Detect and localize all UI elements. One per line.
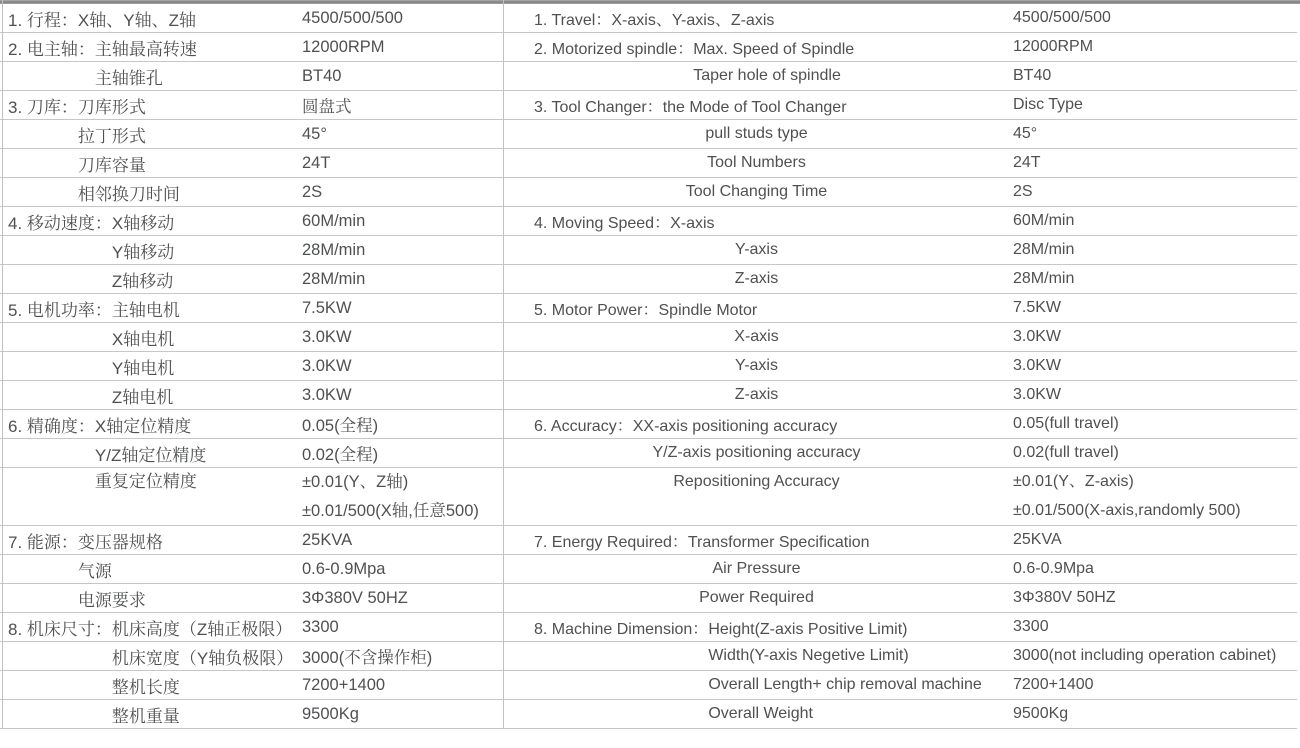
zh-value-cell-line: ±0.01/500(X轴,任意500) (302, 501, 479, 520)
spec-label-en: Tool Numbers (707, 154, 806, 171)
en-value-cell: 3.0KW (1013, 386, 1062, 403)
zh-value-cell: 28M/min (302, 269, 366, 288)
en-value-cell: 7.5KW (1013, 299, 1062, 316)
spec-row (0, 33, 1297, 62)
spec-label-zh: X轴、Y轴、Z轴 (77, 10, 196, 30)
en-label-cell (503, 94, 1010, 117)
spec-label-zh: X轴移动 (111, 213, 175, 233)
spec-label-en: Tool Changing Time (685, 183, 828, 200)
zh-label-cell (0, 702, 298, 727)
spec-label-zh: 主轴电机 (111, 300, 180, 320)
spec-label-zh: 主轴最高转速 (94, 39, 197, 59)
section-heading-en: 3. Tool Changer： (534, 98, 663, 116)
zh-value-cell: 0.6-0.9Mpa (302, 559, 386, 578)
en-value-cell: 0.6-0.9Mpa (1013, 560, 1094, 577)
zh-label-cell (0, 615, 298, 640)
spec-label-en: Z-axis (734, 386, 779, 403)
section-heading-zh: 1. 行程： (8, 10, 78, 30)
spec-label-en: Width(Y-axis Negetive Limit) (708, 647, 909, 664)
section-heading-zh: 3. 刀库： (8, 97, 78, 117)
en-label-cell (503, 36, 1010, 59)
spec-label-zh: 气源 (77, 561, 112, 581)
section-heading-en: 5. Motor Power： (534, 301, 659, 319)
spec-row (0, 381, 1297, 410)
spec-row (0, 294, 1297, 323)
zh-value-cell-line: ±0.01(Y、Z轴) (302, 473, 409, 491)
spec-table (0, 4, 1300, 729)
spec-label-zh: 刀库形式 (77, 97, 146, 117)
zh-label-cell (0, 586, 298, 611)
spec-label-en: Overall Length+ chip removal machine (708, 676, 982, 693)
spec-row (0, 323, 1297, 352)
section-heading-en: 8. Machine Dimension： (534, 620, 709, 638)
zh-label-cell (0, 209, 298, 234)
spec-label-en: Repositioning Accuracy (673, 473, 840, 490)
en-label-cell (503, 529, 1010, 552)
zh-value-cell: 24T (302, 153, 331, 172)
spec-label-en: the Mode of Tool Changer (662, 98, 847, 116)
en-value-cell: 24T (1013, 154, 1041, 171)
en-label-cell (503, 270, 1010, 288)
zh-label-cell (0, 412, 298, 437)
en-label-cell (503, 589, 1010, 607)
en-value-cell: 28M/min (1013, 270, 1075, 287)
spec-label-zh: 机床宽度（Y轴负极限） (111, 648, 294, 668)
spec-label-en: X-axis (734, 328, 779, 345)
section-heading-en: 4. Moving Speed： (534, 214, 671, 232)
zh-label-cell (0, 151, 298, 176)
zh-value-cell: 3.0KW (302, 356, 352, 375)
en-label-cell (503, 125, 1010, 143)
spec-row (0, 265, 1297, 294)
spec-row (0, 207, 1297, 236)
zh-label-cell (0, 354, 298, 379)
en-label-cell (503, 413, 1010, 436)
zh-label-cell (0, 238, 298, 263)
spec-row (0, 468, 1297, 526)
spec-label-zh: 变压器规格 (77, 532, 163, 552)
spec-label-zh: 电源要求 (77, 590, 146, 610)
spec-label-zh: 主轴锥孔 (94, 68, 163, 88)
en-value-cell: 3.0KW (1013, 357, 1062, 374)
zh-label-cell (0, 325, 298, 350)
section-heading-zh: 2. 电主轴： (8, 39, 95, 59)
en-value-cell: 3.0KW (1013, 328, 1062, 345)
zh-value-cell: 60M/min (302, 211, 366, 230)
spec-label-en: Y/Z-axis positioning accuracy (652, 444, 861, 461)
en-value-cell-line: ±0.01/500(X-axis,randomly 500) (1013, 501, 1241, 519)
spec-label-zh: Y轴电机 (111, 358, 175, 378)
spec-label-en: Transformer Specification (687, 533, 870, 551)
zh-label-cell (0, 644, 298, 669)
spec-label-zh: Z轴移动 (111, 271, 174, 291)
zh-label-cell (0, 6, 298, 31)
en-value-cell: 7200+1400 (1013, 676, 1094, 693)
spec-label-zh: 相邻换刀时间 (77, 184, 180, 204)
zh-label-cell (0, 528, 298, 553)
spec-label-zh: Y轴移动 (111, 242, 175, 262)
spec-label-en: Taper hole of spindle (693, 67, 841, 84)
spec-label-en: Power Required (699, 589, 814, 606)
spec-label-zh: Z轴电机 (111, 387, 174, 407)
spec-label-zh: 拉丁形式 (77, 126, 146, 146)
spec-label-zh: X轴定位精度 (94, 416, 192, 436)
zh-label-cell (0, 64, 298, 89)
section-heading-zh: 4. 移动速度： (8, 213, 112, 233)
zh-value-cell: 0.05(全程) (302, 417, 379, 435)
section-heading-zh: 7. 能源： (8, 532, 78, 552)
spec-label-en: Height(Z-axis Positive Limit) (708, 620, 908, 638)
spec-row (0, 642, 1297, 671)
en-value-cell-line: ±0.01(Y、Z-axis) (1013, 473, 1134, 490)
spec-row (0, 120, 1297, 149)
zh-label-cell (0, 122, 298, 147)
spec-label-en: Spindle Motor (658, 301, 758, 319)
spec-label-zh: 整机长度 (111, 677, 180, 697)
zh-value-cell: 4500/500/500 (302, 8, 403, 27)
en-value-cell: Disc Type (1013, 96, 1083, 113)
en-value-cell: 0.02(full travel) (1013, 444, 1119, 461)
zh-label-cell (0, 557, 298, 582)
en-value-cell: 25KVA (1013, 531, 1062, 548)
zh-value-cell: 圆盘式 (302, 98, 352, 116)
zh-label-cell (0, 441, 298, 466)
en-value-cell: 45° (1013, 125, 1038, 142)
zh-label-cell (0, 296, 298, 321)
zh-value-cell: 3Φ380V 50HZ (302, 588, 408, 607)
spec-row (0, 671, 1297, 700)
en-label-cell (503, 560, 1010, 578)
section-heading-en: 2. Motorized spindle： (534, 40, 694, 58)
spec-label-en: X-axis (670, 214, 715, 232)
spec-row (0, 410, 1297, 439)
spec-label-zh: Y/Z轴定位精度 (94, 445, 207, 465)
spec-label-en: Air Pressure (712, 560, 801, 577)
zh-label-cell (0, 180, 298, 205)
table-left-border (2, 0, 3, 729)
en-label-cell (503, 241, 1010, 259)
en-label-cell (503, 328, 1010, 346)
zh-value-cell (298, 468, 503, 525)
en-value-cell: 3300 (1013, 618, 1049, 635)
en-label-cell (503, 705, 1010, 723)
en-value-cell: 9500Kg (1013, 705, 1069, 722)
en-label-cell (503, 357, 1010, 375)
spec-label-en: Max. Speed of Spindle (693, 40, 855, 58)
section-heading-zh: 5. 电机功率： (8, 300, 112, 320)
en-label-cell (503, 154, 1010, 172)
en-label-cell (503, 676, 1010, 694)
spec-row (0, 613, 1297, 642)
zh-label-cell (0, 383, 298, 408)
zh-value-cell: BT40 (302, 66, 342, 85)
spec-row (0, 526, 1297, 555)
spec-label-zh: 刀库容量 (77, 155, 146, 175)
section-heading-en: 1. Travel： (534, 11, 612, 29)
en-value-cell: 3000(not including operation cabinet) (1013, 647, 1277, 664)
zh-label-cell (0, 35, 298, 60)
en-value-cell: 60M/min (1013, 212, 1075, 229)
spec-label-zh: 整机重量 (111, 706, 180, 726)
en-value-cell: 3Φ380V 50HZ (1013, 589, 1116, 606)
en-label-cell (503, 647, 1010, 665)
en-value-cell: 28M/min (1013, 241, 1075, 258)
spec-row (0, 149, 1297, 178)
zh-value-cell: 12000RPM (302, 37, 385, 56)
zh-value-cell: 28M/min (302, 240, 366, 259)
en-value-cell: 0.05(full travel) (1013, 415, 1119, 432)
spec-label-en: Y-axis (735, 357, 778, 374)
zh-label-cell (0, 468, 298, 496)
section-heading-en: 6. Accuracy： (534, 417, 633, 435)
spec-label-en: Z-axis (734, 270, 779, 287)
spec-row (0, 352, 1297, 381)
zh-label-cell (0, 93, 298, 118)
en-label-cell (503, 210, 1010, 233)
spec-label-en: Overall Weight (708, 705, 813, 722)
en-label-cell (503, 468, 1010, 496)
spec-row (0, 4, 1297, 33)
en-value-cell: 2S (1013, 183, 1033, 200)
zh-value-cell: 3.0KW (302, 327, 352, 346)
en-label-cell (503, 7, 1010, 30)
zh-label-cell (0, 673, 298, 698)
spec-label-en: XX-axis positioning accuracy (632, 417, 838, 435)
spec-row (0, 178, 1297, 207)
spec-row (0, 555, 1297, 584)
spec-label-zh: 机床高度（Z轴正极限） (111, 619, 293, 639)
en-value-cell: BT40 (1013, 67, 1052, 84)
en-label-cell (503, 386, 1010, 404)
zh-value-cell: 9500Kg (302, 704, 359, 723)
en-label-cell (503, 297, 1010, 320)
spec-row (0, 91, 1297, 120)
spec-label-en: pull studs type (705, 125, 808, 142)
zh-value-cell: 3000(不含操作柜) (302, 649, 433, 667)
spec-row (0, 700, 1297, 729)
spec-row (0, 236, 1297, 265)
spec-label-zh: 重复定位精度 (94, 472, 197, 491)
spec-label-zh: X轴电机 (111, 329, 175, 349)
zh-value-cell: 2S (302, 182, 323, 201)
zh-value-cell: 45° (302, 124, 327, 143)
spec-row (0, 62, 1297, 91)
spec-label-en: Y-axis (735, 241, 778, 258)
en-value-cell: 4500/500/500 (1013, 9, 1111, 26)
zh-value-cell: 3300 (302, 617, 339, 636)
zh-value-cell: 7200+1400 (302, 675, 386, 694)
section-heading-zh: 6. 精确度： (8, 416, 95, 436)
zh-value-cell: 7.5KW (302, 298, 352, 317)
en-value-cell (1010, 468, 1297, 525)
en-value-cell: 12000RPM (1013, 38, 1094, 55)
section-heading-zh: 8. 机床尺寸： (8, 619, 112, 639)
spec-row (0, 584, 1297, 613)
en-label-cell (503, 616, 1010, 639)
spec-label-en: X-axis、Y-axis、Z-axis (611, 11, 775, 29)
zh-value-cell: 0.02(全程) (302, 446, 379, 464)
zh-value-cell: 3.0KW (302, 385, 352, 404)
en-label-cell (503, 444, 1010, 462)
en-label-cell (503, 183, 1010, 201)
spec-row (0, 439, 1297, 468)
section-heading-en: 7. Energy Required： (534, 533, 688, 551)
zh-label-cell (0, 267, 298, 292)
zh-value-cell: 25KVA (302, 530, 353, 549)
table-middle-divider (503, 0, 504, 729)
en-label-cell (503, 67, 1010, 85)
